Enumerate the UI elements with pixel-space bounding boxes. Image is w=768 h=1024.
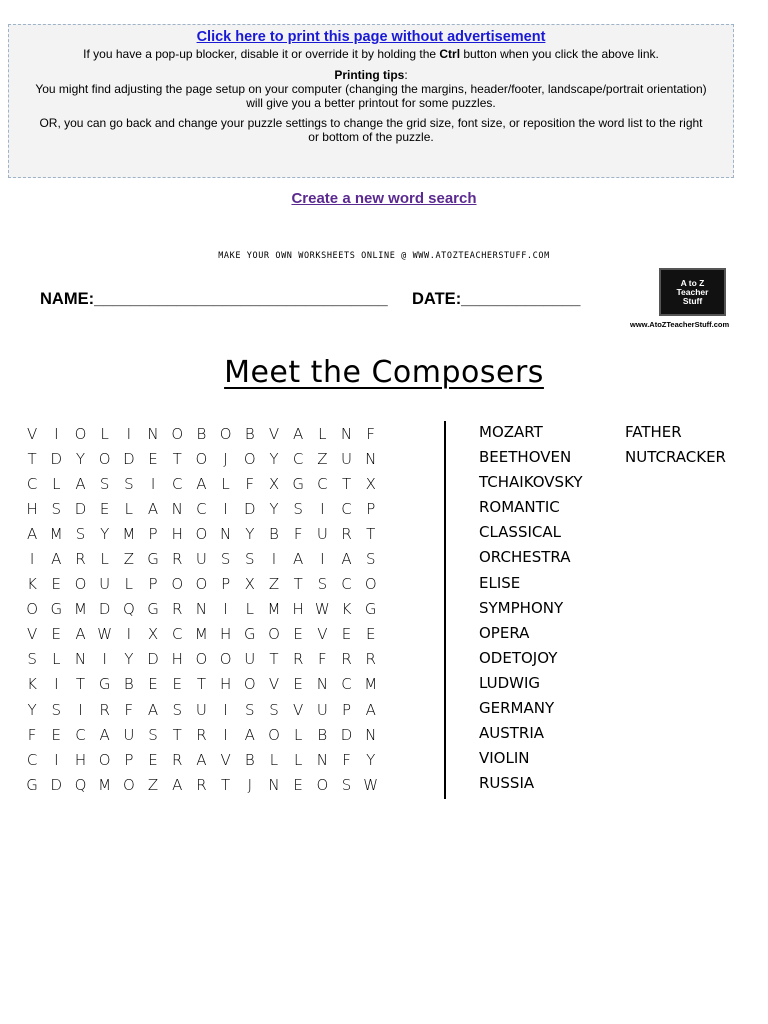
grid-row (20, 622, 383, 647)
grid-letter: V (268, 424, 280, 443)
grid-letter: S (51, 700, 62, 719)
grid-letter: P (124, 750, 134, 769)
ctrl-key-label: Ctrl (439, 47, 461, 61)
grid-letter: G (364, 600, 377, 619)
grid-letter: F (124, 700, 134, 719)
grid-letter: O (195, 449, 208, 468)
grid-row (20, 747, 383, 772)
grid-letter: Q (122, 600, 135, 619)
grid-letter: E (148, 750, 158, 769)
grid-letter: F (318, 650, 327, 669)
grid-letter: I (223, 725, 228, 744)
grid-letter: M (194, 625, 208, 644)
grid-letter: Z (123, 550, 134, 569)
printing-tips-heading (9, 68, 733, 82)
grid-letter: L (52, 650, 61, 669)
grid-letter: N (195, 600, 208, 619)
grid-letter: T (293, 575, 303, 594)
grid-letter: F (27, 725, 37, 744)
grid-letter: M (73, 600, 87, 619)
grid-letter: R (75, 550, 86, 569)
grid-letter: N (340, 424, 353, 443)
grid-letter: M (267, 600, 281, 619)
grid-letter: X (244, 575, 255, 594)
grid-letter: O (364, 575, 377, 594)
grid-letter: W (363, 775, 379, 794)
grid-letter: Y (245, 524, 255, 543)
grid-letter: L (245, 600, 254, 619)
grid-letter: R (365, 650, 376, 669)
grid-letter: W (314, 600, 330, 619)
grid-letter: H (26, 499, 38, 518)
grid-letter: S (293, 499, 303, 518)
grid-row (20, 471, 383, 496)
grid-letter: Z (268, 575, 280, 594)
grid-letter: S (365, 550, 376, 569)
word-list-item: MOZART (479, 423, 543, 441)
grid-letter: D (74, 499, 87, 518)
grid-letter: N (219, 524, 232, 543)
grid-letter: S (27, 650, 37, 669)
grid-letter: E (148, 675, 158, 694)
grid-letter: K (341, 600, 352, 619)
grid-row (20, 572, 383, 597)
grid-letter: S (172, 700, 182, 719)
grid-letter: L (318, 424, 327, 443)
grid-letter: S (245, 550, 255, 569)
grid-letter: Y (366, 750, 376, 769)
or-line-2: or bottom of the puzzle. (308, 130, 434, 144)
grid-letter: V (268, 675, 280, 694)
grid-letter: I (78, 700, 83, 719)
grid-letter: L (100, 424, 109, 443)
word-list-item: TCHAIKOVSKY (479, 473, 583, 492)
word-list-item: FATHER (625, 423, 682, 441)
grid-letter: U (195, 550, 207, 569)
grid-letter: F (366, 424, 376, 443)
grid-letter: L (221, 474, 230, 493)
grid-letter: Y (100, 524, 110, 543)
grid-letter: I (320, 499, 325, 518)
grid-letter: B (123, 675, 134, 694)
grid-letter: N (147, 424, 159, 443)
grid-letter: P (148, 575, 158, 594)
grid-letter: X (365, 474, 376, 493)
grid-divider (444, 421, 446, 799)
grid-letter: A (75, 625, 86, 644)
grid-letter: M (364, 675, 378, 694)
word-list-item: ORCHESTRA (479, 548, 571, 567)
grid-letter: E (172, 675, 182, 694)
grid-letter: G (292, 474, 304, 493)
grid-letter: C (75, 725, 86, 744)
grid-letter: D (244, 499, 256, 518)
grid-letter: A (147, 700, 159, 719)
grid-letter: Y (269, 499, 279, 518)
grid-letter: P (342, 700, 352, 719)
grid-letter: A (293, 424, 304, 443)
grid-row (20, 446, 383, 471)
grid-letter: U (99, 575, 111, 594)
grid-letter: H (171, 524, 183, 543)
grid-letter: S (75, 524, 86, 543)
grid-letter: I (29, 550, 35, 569)
grid-letter: I (320, 550, 325, 569)
grid-letter: W (97, 625, 113, 644)
grid-letter: O (74, 575, 87, 594)
grid-letter: D (340, 725, 353, 744)
grid-letter: I (223, 600, 228, 619)
grid-letter: C (341, 675, 352, 694)
grid-letter: O (243, 449, 256, 468)
grid-letter: N (365, 449, 377, 468)
grid-letter: R (172, 550, 183, 569)
grid-letter: C (171, 625, 183, 644)
grid-letter: T (366, 524, 376, 543)
grid-letter: G (26, 775, 38, 794)
grid-letter: F (342, 750, 351, 769)
grid-letter: I (271, 550, 277, 569)
word-list-item: AUSTRIA (479, 724, 545, 743)
grid-row (20, 697, 383, 722)
grid-letter: I (54, 424, 59, 443)
logo-line-3: Stuff (682, 296, 703, 306)
grid-letter: A (99, 725, 110, 744)
grid-letter: T (172, 725, 182, 744)
grid-letter: E (51, 625, 62, 644)
grid-letter: I (126, 424, 132, 443)
grid-letter: H (292, 600, 304, 619)
grid-letter: N (74, 650, 87, 669)
grid-letter: C (196, 499, 207, 518)
grid-letter: Z (317, 449, 328, 468)
grid-letter: C (26, 474, 38, 493)
grid-letter: M (49, 524, 63, 543)
grid-letter: J (247, 775, 252, 794)
grid-letter: O (171, 575, 184, 594)
word-list-item: NUTCRACKER (625, 448, 726, 467)
grid-letter: I (223, 499, 228, 518)
grid-letter: Y (27, 700, 37, 719)
logo-line-1: A to Z (680, 278, 705, 288)
grid-letter: M (98, 775, 112, 794)
grid-letter: T (221, 775, 231, 794)
grid-letter: S (148, 725, 158, 744)
word-list-item: ROMANTIC (479, 498, 560, 517)
grid-letter: A (75, 474, 86, 493)
grid-letter: S (269, 700, 279, 719)
grid-letter: U (316, 524, 328, 543)
grid-letter: L (124, 575, 134, 594)
grid-letter: E (293, 625, 303, 644)
grid-letter: L (293, 750, 303, 769)
or-line-1: OR, you can go back and change your puzzle settings to change the grid size, font size, or reposition the word list to the right (39, 116, 703, 130)
grid-letter: E (99, 499, 110, 518)
word-list-column-1 (479, 421, 583, 797)
worksheet-credit: MAKE YOUR OWN WORKSHEETS ONLINE @ WWW.ATOZTEACHERSTUFF.COM (218, 251, 550, 261)
grid-letter: R (99, 700, 110, 719)
grid-letter: K (27, 675, 38, 694)
grid-row (20, 546, 383, 571)
grid-letter: O (195, 650, 208, 669)
grid-letter: S (51, 499, 62, 518)
popup-text-pre: If you have a pop-up blocker, disable it or override it by holding the (83, 47, 440, 61)
grid-letter: V (293, 700, 304, 719)
grid-letter: U (244, 650, 256, 669)
popup-text-post: button when you click the above link. (460, 47, 659, 61)
grid-row (20, 421, 383, 446)
grid-letter: R (196, 775, 207, 794)
grid-letter: G (50, 600, 63, 619)
grid-letter: X (268, 474, 280, 493)
grid-letter: G (98, 675, 111, 694)
puzzle-title-text: Meet the Composers (224, 355, 544, 390)
grid-letter: V (220, 750, 231, 769)
grid-letter: A (196, 750, 207, 769)
grid-letter: E (51, 725, 62, 744)
grid-letter: D (123, 449, 135, 468)
grid-letter: O (195, 524, 208, 543)
word-list-column-2 (625, 421, 726, 471)
grid-letter: A (147, 499, 159, 518)
grid-letter: I (54, 675, 59, 694)
word-list-item: CLASSICAL (479, 523, 561, 542)
print-without-ads-link[interactable]: Click here to print this page without advertisement (196, 29, 546, 45)
grid-letter: U (316, 700, 328, 719)
grid-letter: V (317, 625, 328, 644)
grid-letter: H (74, 750, 87, 769)
grid-letter: Y (124, 650, 134, 669)
grid-letter: I (102, 650, 107, 669)
popup-blocker-text (9, 47, 733, 61)
grid-letter: E (148, 449, 158, 468)
grid-letter: Z (147, 775, 159, 794)
grid-letter: R (341, 524, 352, 543)
grid-letter: R (172, 750, 183, 769)
word-list-item: BEETHOVEN (479, 448, 572, 467)
grid-letter: D (50, 775, 63, 794)
printing-tips-colon: : (404, 68, 408, 82)
grid-letter: E (341, 625, 352, 644)
grid-letter: L (293, 725, 303, 744)
grid-letter: I (54, 750, 59, 769)
name-field-label: NAME:________________________________ (40, 290, 388, 308)
grid-letter: D (50, 449, 63, 468)
grid-letter: M (122, 524, 136, 543)
grid-letter: O (171, 424, 184, 443)
grid-row (20, 722, 383, 747)
grid-letter: A (341, 550, 352, 569)
grid-letter: H (219, 625, 232, 644)
tips-line-1: You might find adjusting the page setup on your computer (changing the margins, header/footer, landscape/portrait orientation) (35, 82, 707, 96)
date-field-label: DATE:_____________ (412, 290, 581, 308)
grid-letter: R (292, 650, 304, 669)
grid-letter: Y (75, 449, 86, 468)
grid-letter: N (316, 675, 328, 694)
grid-letter: H (219, 675, 232, 694)
grid-letter: I (150, 474, 156, 493)
grid-letter: R (196, 725, 207, 744)
grid-letter: S (124, 474, 134, 493)
grid-letter: S (317, 575, 328, 594)
grid-letter: G (147, 600, 159, 619)
grid-letter: E (293, 775, 303, 794)
grid-letter: A (51, 550, 62, 569)
word-list-item: ELISE (479, 573, 521, 592)
grid-letter: O (219, 424, 232, 443)
grid-letter: T (341, 474, 352, 493)
word-list-item: VIOLIN (479, 749, 530, 768)
grid-letter: B (244, 750, 255, 769)
grid-letter: E (293, 675, 303, 694)
grid-row (20, 772, 383, 797)
grid-row (20, 597, 383, 622)
tips-line-2: will give you a better printout for some puzzles. (246, 96, 496, 110)
grid-letter: L (100, 550, 109, 569)
grid-letter: L (52, 474, 61, 493)
grid-letter: C (341, 499, 352, 518)
grid-letter: C (341, 575, 352, 594)
grid-letter: O (122, 775, 135, 794)
atoz-logo (659, 268, 726, 316)
create-new-word-search-link[interactable]: Create a new word search (291, 190, 477, 207)
word-list-item: OPERA (479, 623, 530, 642)
grid-letter: T (196, 675, 206, 694)
word-list-item: ODETOJOY (479, 648, 558, 667)
grid-letter: T (172, 449, 182, 468)
grid-letter: N (316, 750, 328, 769)
grid-row (20, 496, 383, 521)
grid-row (20, 521, 383, 546)
grid-letter: O (195, 575, 208, 594)
grid-letter: E (365, 625, 376, 644)
grid-letter: R (341, 650, 352, 669)
word-list-item: SYMPHONY (479, 598, 564, 617)
logo-line-2: Teacher (676, 287, 709, 297)
grid-letter: O (268, 725, 280, 744)
puzzle-title (0, 355, 768, 390)
grid-letter: C (171, 474, 183, 493)
grid-letter: P (148, 524, 158, 543)
word-list-item: GERMANY (479, 699, 555, 718)
grid-letter: O (26, 600, 38, 619)
grid-letter: A (172, 775, 183, 794)
grid-letter: L (124, 499, 134, 518)
grid-letter: G (147, 550, 159, 569)
grid-row (20, 647, 383, 672)
grid-letter: I (223, 700, 228, 719)
grid-letter: T (75, 675, 86, 694)
grid-letter: U (195, 700, 207, 719)
grid-letter: N (365, 725, 377, 744)
grid-letter: U (123, 725, 135, 744)
grid-letter: E (51, 575, 62, 594)
grid-letter: B (317, 725, 328, 744)
word-search-grid (20, 421, 383, 797)
grid-letter: O (268, 625, 280, 644)
logo-url: www.AtoZTeacherStuff.com (630, 320, 730, 329)
grid-letter: D (98, 600, 111, 619)
grid-letter: S (341, 775, 352, 794)
grid-letter: O (243, 675, 256, 694)
grid-letter: S (99, 474, 110, 493)
print-notice-box (8, 24, 734, 178)
word-list-item: LUDWIG (479, 673, 541, 692)
grid-letter: O (98, 449, 111, 468)
grid-letter: O (98, 750, 111, 769)
grid-letter: V (26, 625, 38, 644)
grid-letter: O (74, 424, 87, 443)
grid-letter: B (269, 524, 279, 543)
grid-letter: Q (74, 775, 87, 794)
grid-letter: D (147, 650, 159, 669)
grid-letter: N (171, 499, 183, 518)
grid-letter: B (244, 424, 255, 443)
grid-letter: A (365, 700, 376, 719)
grid-letter: C (26, 750, 38, 769)
grid-letter: L (269, 750, 279, 769)
grid-letter: I (126, 625, 132, 644)
word-list-item: RUSSIA (479, 774, 535, 793)
grid-letter: A (244, 725, 255, 744)
grid-letter: A (293, 550, 304, 569)
grid-letter: F (245, 474, 255, 493)
printing-tips-title: Printing tips (334, 68, 405, 82)
grid-letter: H (171, 650, 183, 669)
grid-letter: P (221, 575, 231, 594)
grid-letter: C (317, 474, 328, 493)
grid-letter: T (27, 449, 37, 468)
grid-letter: J (223, 449, 228, 468)
grid-letter: N (268, 775, 280, 794)
grid-letter: Y (269, 449, 279, 468)
grid-letter: S (245, 700, 255, 719)
grid-letter: P (366, 499, 376, 518)
grid-letter: R (172, 600, 183, 619)
grid-letter: A (196, 474, 207, 493)
grid-letter: O (316, 775, 329, 794)
grid-row (20, 672, 383, 697)
grid-letter: B (196, 424, 207, 443)
grid-letter: X (147, 625, 159, 644)
grid-letter: K (27, 575, 38, 594)
grid-letter: T (269, 650, 279, 669)
grid-letter: C (292, 449, 304, 468)
grid-letter: G (243, 625, 256, 644)
grid-letter: O (219, 650, 232, 669)
grid-letter: S (220, 550, 231, 569)
grid-letter: V (26, 424, 38, 443)
grid-letter: F (293, 524, 303, 543)
grid-letter: U (341, 449, 353, 468)
grid-letter: A (26, 524, 38, 543)
